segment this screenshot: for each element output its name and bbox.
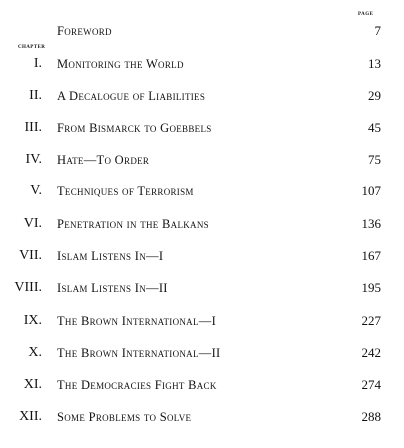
chapter-page: 274	[361, 377, 381, 392]
chapter-title: Techniques of Terrorism	[57, 184, 194, 198]
toc-row	[0, 407, 404, 427]
chapter-page: 75	[368, 152, 381, 167]
chapter-number: V.	[30, 183, 42, 198]
page-column-label: PAGE	[358, 12, 374, 17]
chapter-number: XII.	[19, 409, 42, 424]
toc-row	[0, 343, 404, 363]
chapter-number: III.	[24, 120, 42, 135]
toc-row	[0, 311, 404, 331]
chapter-number: X.	[28, 345, 42, 360]
chapter-title: From Bismarck to Goebbels	[57, 121, 212, 135]
chapter-page: 136	[361, 216, 381, 231]
chapter-title: A Decalogue of Liabilities	[57, 89, 206, 103]
toc-row	[0, 181, 404, 201]
chapter-page: 242	[361, 345, 381, 360]
chapter-title: The Brown International—I	[57, 314, 217, 328]
chapter-page: 29	[368, 88, 381, 103]
chapter-title: The Democracies Fight Back	[57, 378, 217, 392]
chapter-number: IX.	[23, 313, 42, 328]
chapter-page: 195	[361, 280, 381, 295]
toc-row	[0, 86, 404, 106]
chapter-page: 288	[361, 409, 381, 424]
toc-row	[0, 150, 404, 170]
chapter-page: 227	[361, 313, 381, 328]
foreword-title: Foreword	[57, 24, 112, 38]
chapter-page: 13	[368, 56, 381, 71]
chapter-number: I.	[33, 56, 42, 71]
toc-row	[0, 118, 404, 138]
chapter-title: Islam Listens In—II	[57, 281, 168, 295]
chapter-page: 167	[361, 248, 381, 263]
toc-row	[0, 246, 404, 266]
chapter-number: II.	[29, 88, 42, 103]
chapter-column-label: CHAPTER	[18, 45, 46, 50]
chapter-title: Hate—To Order	[57, 153, 150, 167]
toc-row	[0, 278, 404, 298]
toc-row	[0, 214, 404, 234]
chapter-number: VIII.	[14, 280, 42, 295]
foreword-page: 7	[374, 23, 381, 38]
chapter-number: IV.	[25, 152, 42, 167]
chapter-page: 45	[368, 120, 381, 135]
chapter-title: Islam Listens In—I	[57, 249, 164, 263]
toc-row	[0, 375, 404, 395]
chapter-title: Monitoring the World	[57, 57, 184, 71]
chapter-number: VII.	[19, 248, 42, 263]
chapter-title: The Brown International—II	[57, 346, 221, 360]
chapter-page: 107	[361, 183, 381, 198]
chapter-number: XI.	[23, 377, 42, 392]
chapter-number: VI.	[23, 216, 42, 231]
chapter-title: Penetration in the Balkans	[57, 217, 209, 231]
chapter-title: Some Problems to Solve	[57, 410, 192, 424]
foreword-row	[0, 21, 404, 41]
toc-row	[0, 54, 404, 74]
